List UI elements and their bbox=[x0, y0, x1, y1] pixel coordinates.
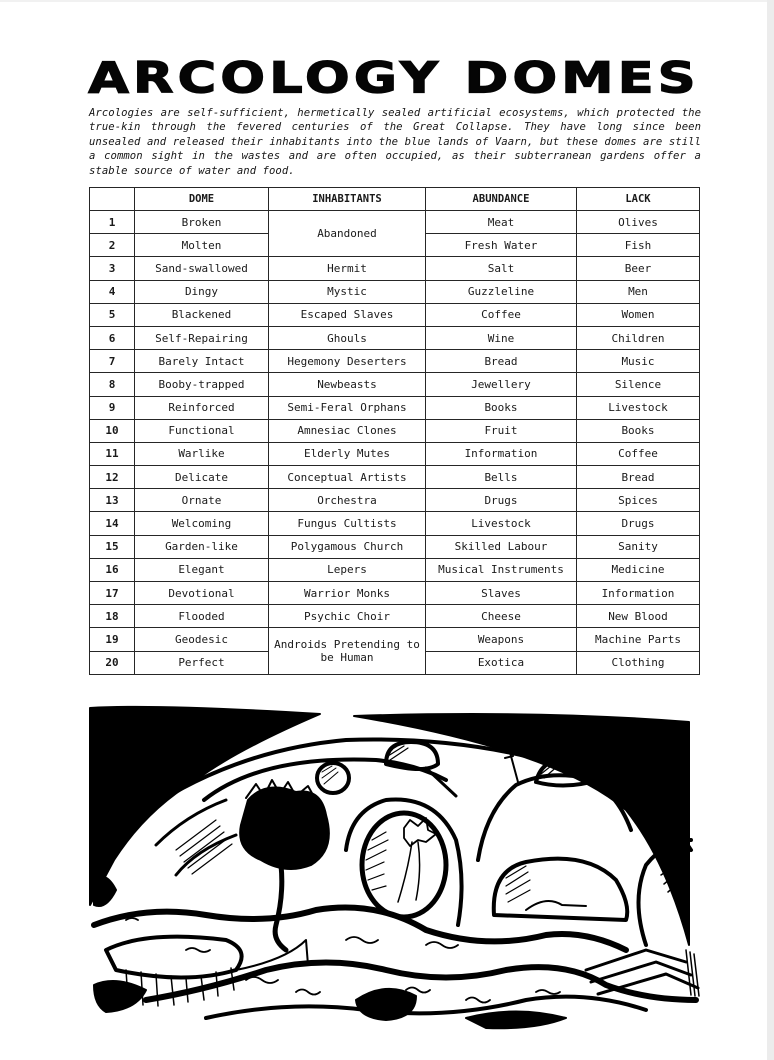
cell-abundance: Slaves bbox=[426, 582, 577, 605]
cell-inhabitants: Amnesiac Clones bbox=[269, 419, 426, 442]
cell-inhabitants: Newbeasts bbox=[269, 373, 426, 396]
table-row bbox=[90, 419, 700, 442]
terrain-ridge-3 bbox=[206, 997, 646, 1018]
header-lack: LACK bbox=[577, 188, 700, 211]
header-abundance: ABUNDANCE bbox=[426, 188, 577, 211]
table-row bbox=[90, 257, 700, 280]
cell-abundance: Information bbox=[426, 442, 577, 465]
cell-dome: Welcoming bbox=[135, 512, 269, 535]
cell-lack: Livestock bbox=[577, 396, 700, 419]
cell-dome: Barely Intact bbox=[135, 350, 269, 373]
table-body bbox=[90, 211, 700, 675]
row-number: 4 bbox=[90, 280, 135, 303]
dark-rock-mid bbox=[356, 989, 416, 1020]
page-title: ARCOLOGY DOMES bbox=[88, 53, 700, 103]
cell-lack: Books bbox=[577, 419, 700, 442]
cell-lack: Bread bbox=[577, 466, 700, 489]
header-number bbox=[90, 188, 135, 211]
cell-inhabitants: Androids Pretending to be Human bbox=[269, 628, 426, 674]
cell-abundance: Coffee bbox=[426, 303, 577, 326]
palm-tree-icon bbox=[398, 818, 436, 902]
cell-dome: Self-Repairing bbox=[135, 326, 269, 349]
row-number: 18 bbox=[90, 605, 135, 628]
row-number: 10 bbox=[90, 419, 135, 442]
cell-inhabitants: Polygamous Church bbox=[269, 535, 426, 558]
cell-lack: Music bbox=[577, 350, 700, 373]
tree-icon bbox=[240, 780, 329, 950]
cell-abundance: Fresh Water bbox=[426, 234, 577, 257]
intro-paragraph: Arcologies are self-sufficient, hermetically sealed artificial ecosystems, which protected the true-kin through the fevered centuries of the Great Collapse. They have long since been unsealed and released their inhabitants into the blue lands of Vaarn, but these domes are still a common sight in the wastes and are often occupied, as their subterranean gardens offer a stable source of water and food. bbox=[89, 107, 701, 177]
row-number: 16 bbox=[90, 558, 135, 581]
table-row bbox=[90, 280, 700, 303]
cell-inhabitants: Hermit bbox=[269, 257, 426, 280]
row-number: 17 bbox=[90, 582, 135, 605]
table-row bbox=[90, 303, 700, 326]
cell-abundance: Jewellery bbox=[426, 373, 577, 396]
cell-lack: Machine Parts bbox=[577, 628, 700, 651]
cell-abundance: Guzzleline bbox=[426, 280, 577, 303]
row-number: 1 bbox=[90, 211, 135, 234]
table-row bbox=[90, 535, 700, 558]
cell-lack: New Blood bbox=[577, 605, 700, 628]
cell-inhabitants: Orchestra bbox=[269, 489, 426, 512]
cell-inhabitants: Psychic Choir bbox=[269, 605, 426, 628]
row-number: 7 bbox=[90, 350, 135, 373]
table-row bbox=[90, 396, 700, 419]
cell-abundance: Meat bbox=[426, 211, 577, 234]
row-number: 20 bbox=[90, 651, 135, 674]
cell-abundance: Weapons bbox=[426, 628, 577, 651]
cell-inhabitants: Escaped Slaves bbox=[269, 303, 426, 326]
cell-dome: Blackened bbox=[135, 303, 269, 326]
cell-dome: Sand-swallowed bbox=[135, 257, 269, 280]
cell-lack: Olives bbox=[577, 211, 700, 234]
cell-inhabitants: Abandoned bbox=[269, 211, 426, 257]
row-number: 2 bbox=[90, 234, 135, 257]
cell-inhabitants: Warrior Monks bbox=[269, 582, 426, 605]
curved-band bbox=[156, 800, 236, 875]
arcology-domes-table bbox=[89, 187, 700, 675]
cell-lack: Spices bbox=[577, 489, 700, 512]
cell-lack: Silence bbox=[577, 373, 700, 396]
row-number: 13 bbox=[90, 489, 135, 512]
table-row bbox=[90, 466, 700, 489]
cell-lack: Beer bbox=[577, 257, 700, 280]
table-row bbox=[90, 350, 700, 373]
cell-inhabitants: Conceptual Artists bbox=[269, 466, 426, 489]
cell-abundance: Wine bbox=[426, 326, 577, 349]
cell-inhabitants: Fungus Cultists bbox=[269, 512, 426, 535]
cell-dome: Warlike bbox=[135, 442, 269, 465]
cell-inhabitants: Ghouls bbox=[269, 326, 426, 349]
cell-lack: Coffee bbox=[577, 442, 700, 465]
cell-inhabitants: Lepers bbox=[269, 558, 426, 581]
cell-abundance: Fruit bbox=[426, 419, 577, 442]
cell-dome: Geodesic bbox=[135, 628, 269, 651]
cell-dome: Molten bbox=[135, 234, 269, 257]
cell-lack: Clothing bbox=[577, 651, 700, 674]
table-row bbox=[90, 373, 700, 396]
cell-abundance: Musical Instruments bbox=[426, 558, 577, 581]
row-number: 14 bbox=[90, 512, 135, 535]
row-number: 19 bbox=[90, 628, 135, 651]
cell-dome: Delicate bbox=[135, 466, 269, 489]
dark-rock-bottom bbox=[466, 1012, 566, 1029]
cell-lack: Sanity bbox=[577, 535, 700, 558]
cell-inhabitants: Elderly Mutes bbox=[269, 442, 426, 465]
arcology-domes-illustration bbox=[86, 700, 716, 1032]
cell-dome: Functional bbox=[135, 419, 269, 442]
cell-dome: Perfect bbox=[135, 651, 269, 674]
table-row bbox=[90, 211, 700, 234]
cell-dome: Flooded bbox=[135, 605, 269, 628]
header-inhabitants: INHABITANTS bbox=[269, 188, 426, 211]
cell-dome: Reinforced bbox=[135, 396, 269, 419]
page-top-edge bbox=[0, 0, 767, 2]
row-number: 15 bbox=[90, 535, 135, 558]
cell-lack: Women bbox=[577, 303, 700, 326]
table-row bbox=[90, 558, 700, 581]
stairs bbox=[586, 950, 699, 996]
row-number: 9 bbox=[90, 396, 135, 419]
cell-abundance: Bread bbox=[426, 350, 577, 373]
cell-dome: Garden-like bbox=[135, 535, 269, 558]
dark-rock-left bbox=[94, 981, 146, 1012]
cell-abundance: Drugs bbox=[426, 489, 577, 512]
cell-inhabitants: Hegemony Deserters bbox=[269, 350, 426, 373]
cell-lack: Children bbox=[577, 326, 700, 349]
cell-abundance: Exotica bbox=[426, 651, 577, 674]
row-number: 6 bbox=[90, 326, 135, 349]
terrain-ridge-2 bbox=[146, 963, 696, 1001]
cell-dome: Booby-trapped bbox=[135, 373, 269, 396]
cell-dome: Devotional bbox=[135, 582, 269, 605]
cell-abundance: Livestock bbox=[426, 512, 577, 535]
cell-dome: Ornate bbox=[135, 489, 269, 512]
table-row bbox=[90, 512, 700, 535]
cell-abundance: Books bbox=[426, 396, 577, 419]
row-number: 8 bbox=[90, 373, 135, 396]
cell-inhabitants: Mystic bbox=[269, 280, 426, 303]
cell-abundance: Skilled Labour bbox=[426, 535, 577, 558]
cell-abundance: Salt bbox=[426, 257, 577, 280]
terrain-ridge-1 bbox=[94, 908, 626, 951]
table-row bbox=[90, 582, 700, 605]
row-number: 3 bbox=[90, 257, 135, 280]
cell-dome: Broken bbox=[135, 211, 269, 234]
cell-lack: Men bbox=[577, 280, 700, 303]
cell-inhabitants: Semi-Feral Orphans bbox=[269, 396, 426, 419]
cell-dome: Dingy bbox=[135, 280, 269, 303]
cell-lack: Medicine bbox=[577, 558, 700, 581]
row-number: 5 bbox=[90, 303, 135, 326]
cell-abundance: Cheese bbox=[426, 605, 577, 628]
cell-dome: Elegant bbox=[135, 558, 269, 581]
row-number: 11 bbox=[90, 442, 135, 465]
header-dome: DOME bbox=[135, 188, 269, 211]
table-header-row bbox=[90, 188, 700, 211]
cell-lack: Fish bbox=[577, 234, 700, 257]
cell-lack: Drugs bbox=[577, 512, 700, 535]
table-row bbox=[90, 605, 700, 628]
table-row bbox=[90, 442, 700, 465]
table-row bbox=[90, 326, 700, 349]
row-number: 12 bbox=[90, 466, 135, 489]
table-row bbox=[90, 489, 700, 512]
cell-abundance: Bells bbox=[426, 466, 577, 489]
page-right-margin bbox=[767, 0, 774, 1060]
table-row bbox=[90, 628, 700, 651]
cell-lack: Information bbox=[577, 582, 700, 605]
